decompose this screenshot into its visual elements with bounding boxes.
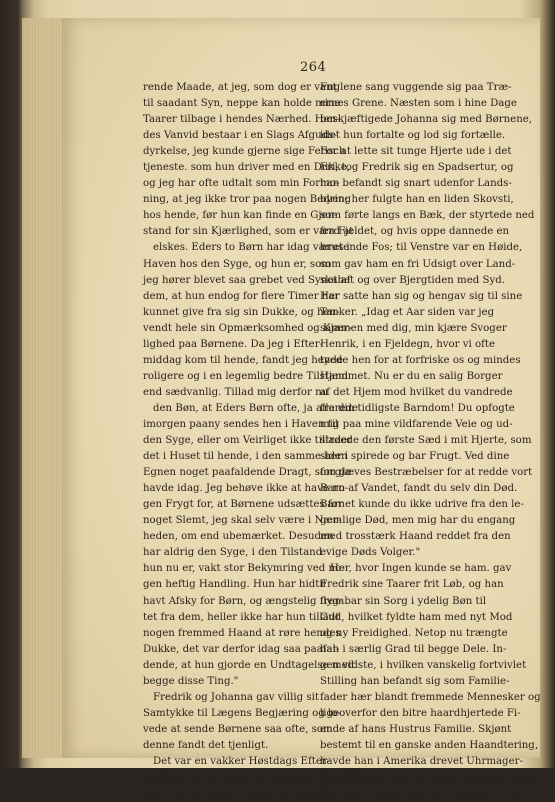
text-line: gemlige Død, men mig har du engang (320, 515, 516, 527)
text-line: jeg hører blevet saa grebet ved Synet af (143, 274, 351, 286)
text-line: frembar sin Sorg i ydelig Bøn til (320, 595, 487, 607)
text-line: sammen med dig, min kjære Svoger (320, 322, 507, 334)
text-line: ligeoverfor den bitre haardhjertede Fi- (320, 707, 521, 719)
text-line: Haven hos den Syge, og hun er, som (143, 258, 331, 270)
text-line: hos hende, før hun kan finde en Gjen- (143, 210, 338, 222)
text-line: gen heftig Handling. Hun har hidtil (143, 579, 326, 591)
text-line: haandværket, og ved dette Arbeide saavel (320, 772, 539, 784)
text-line: paa Marken eller i Haverne, medens (143, 788, 333, 800)
text-line: siden spirede og bar Frugt. Ved dine (320, 451, 510, 463)
text-line: tet fra dem, heller ikke har hun tilladt (143, 611, 340, 623)
page-number: 264 (300, 60, 327, 75)
text-line: middag. Landsfolket var beskjæftiget ude (143, 772, 359, 784)
text-line: kunnet give fra sig sin Dukke, og hen- (143, 306, 340, 318)
text-line: som ved Handel med europæiske Uhre, (320, 788, 525, 800)
text-line: strøede den første Sæd i mit Hjerte, som (320, 435, 532, 447)
text-line: imorgen paany sendes hen i Haven til (143, 418, 339, 430)
text-line: Her, hvor Ingen kunde se ham. gav (330, 563, 512, 575)
text-line: Fuglene sang vuggende sig paa Træ- (320, 82, 512, 93)
text-line: Taarer tilbage i hendes Nærhed. Hen- (143, 114, 340, 126)
text-line: Fredrik og Johanna gav villig sit (153, 691, 319, 703)
left-text-column (143, 80, 359, 802)
text-line: Fredrik sine Taarer frit Løb, og han (320, 579, 504, 591)
text-line: Egnen noget paafaldende Dragt, som de (143, 467, 352, 479)
text-line: gen Frygt for, at Børnene udsættes for (143, 499, 343, 511)
text-line: ning, at jeg ikke tror paa nogen Bedring (143, 194, 352, 206)
text-line: Barn af Vandet, fandt du selv din Død. (320, 483, 518, 495)
text-line: Tanker. „Idag et Aar siden var jeg (320, 306, 495, 318)
text-line: som førte langs en Bæk, der styrtede ned (320, 210, 535, 222)
text-line: byen; her fulgte han en liden Skovsti, (320, 194, 514, 206)
text-line: denne fandt det tjenligt. (143, 739, 269, 751)
text-line: roligere og i en legemlig bedre Tilstand (143, 370, 349, 382)
text-line: forgjæves Bestræbelser for at redde vort (320, 467, 533, 479)
text-line: vendt hele sin Opmærksomhed og Kjær- (143, 322, 352, 334)
text-line: den Bøn, at Eders Børn ofte, ja allerede (153, 402, 359, 414)
text-line: til saadant Syn, neppe kan holde mine (143, 98, 341, 110)
text-line: brusende Fos; til Venstre var en Høide, (320, 242, 523, 254)
right-text-column (320, 80, 541, 802)
text-line: ende af hans Hustrus Familie. Skjønt (320, 723, 512, 735)
text-line: des Vanvid bestaar i en Slags Afguds- (143, 130, 337, 142)
text-line: har aldrig den Syge, i den Tilstand (143, 547, 323, 559)
text-line: fra Fjeldet, og hvis oppe dannede en (320, 226, 510, 238)
text-line: som gav ham en fri Udsigt over Land- (320, 258, 516, 270)
text-line: fra din tidligste Barndom! Du opfogte (320, 402, 515, 414)
text-line: dende, at hun gjorde en Undtagelse med (143, 659, 355, 671)
text-line: bestemt til en ganske anden Haandtering, (320, 739, 539, 751)
text-line: han i særlig Grad til begge Dele. In- (320, 643, 507, 655)
text-line: Samtykke til Lægens Begjæring og lo- (143, 707, 341, 719)
text-line: Henrik, i en Fjeldegn, hvor vi ofte (320, 338, 496, 350)
text-line: det i Huset til hende, i den samme her i (143, 451, 349, 463)
text-line: Fri, tog Fredrik sig en Spadsertur, og (320, 162, 514, 174)
text-line: med trosstærk Haand reddet fra den (320, 531, 511, 543)
text-line: ernes Grene. Næsten som i hine Dage (320, 98, 517, 110)
text-line: middag kom til hende, fandt jeg hende (143, 354, 343, 366)
text-line: Hjemmet. Nu er du en salig Borger (320, 370, 503, 382)
text-line: end sædvanlig. Tillad mig derfor nu (143, 386, 329, 398)
text-line: begge disse Ting." (143, 675, 239, 687)
text-line: lighed paa Børnene. Da jeg i Efter- (143, 338, 324, 350)
text-line: havde han i Amerika drevet Uhrmager- (320, 755, 523, 767)
text-line: og ny Freidighed. Netop nu trængte (320, 627, 508, 639)
text-line: idet hun fortalte og lod sig fortælle. (320, 130, 506, 142)
text-line: tyede hen for at forfriske os og mindes (320, 354, 521, 366)
text-line: evige Døds Volger." (320, 547, 421, 559)
text-line: mig paa mine vildfarende Veie og ud- (320, 418, 513, 430)
text-line: hun nu er, vakt stor Bekymring ved no- (143, 563, 345, 575)
text-line: Dukke, det var derfor idag saa paafal- (143, 643, 340, 655)
text-line: stand for sin Kjærlighed, som er værd at (143, 226, 354, 238)
text-line: gen vidste, i hvilken vanskelig fortvivlet (320, 659, 527, 671)
text-line: tjeneste. som hun driver med en Dukke, (143, 162, 351, 174)
text-line: dem, at hun endog for flere Timer har (143, 290, 340, 302)
text-line: havde idag. Jeg behøve ikke at have no- (143, 483, 349, 495)
text-line: og jeg har ofte udtalt som min Formo- (143, 178, 340, 190)
text-line: fader hær blandt fremmede Mennesker og (320, 691, 541, 703)
text-line: skabet og over Bjergtiden med Syd. (320, 274, 505, 286)
text-line: elskes. Eders to Børn har idag været i (153, 242, 350, 254)
text-line: havt Afsky for Børn, og ængstelig flyg- (143, 595, 343, 607)
text-line: beskjæftigede Johanna sig med Børnene, (320, 114, 533, 126)
text-line: Her satte han sig og hengav sig til sine (320, 290, 523, 302)
text-line: Barnet kunde du ikke udrive fra den le- (320, 499, 524, 511)
text-line: den Syge, eller om Veirliget ikke tillader (143, 435, 353, 447)
text-line: For at lette sit tunge Hjerte ude i det (320, 146, 512, 158)
text-line: han befandt sig snart udenfor Lands- (320, 178, 512, 190)
text-line: vede at sende Børnene saa ofte, som (143, 723, 333, 735)
text-line: heden, om end ubemærket. Desuden (143, 531, 334, 543)
text-line: Stilling han befandt sig som Familie- (320, 675, 510, 687)
text-line: Det var en vakker Høstdags Efter- (153, 755, 331, 767)
text-line: af det Hjem mod hvilket du vandrede (320, 386, 513, 398)
text-line: dyrkelse, jeg kunde gjerne sige Fetisch (143, 146, 346, 158)
text-line: rende Maade, at jeg, som dog er vant (143, 82, 337, 93)
text-line: Gud, hvilket fyldte ham med nyt Mod (320, 611, 513, 623)
text-line: nogen fremmed Haand at røre hendes (143, 627, 341, 639)
text-line: noget Slemt, jeg skal selv være i Nær- (143, 515, 342, 527)
